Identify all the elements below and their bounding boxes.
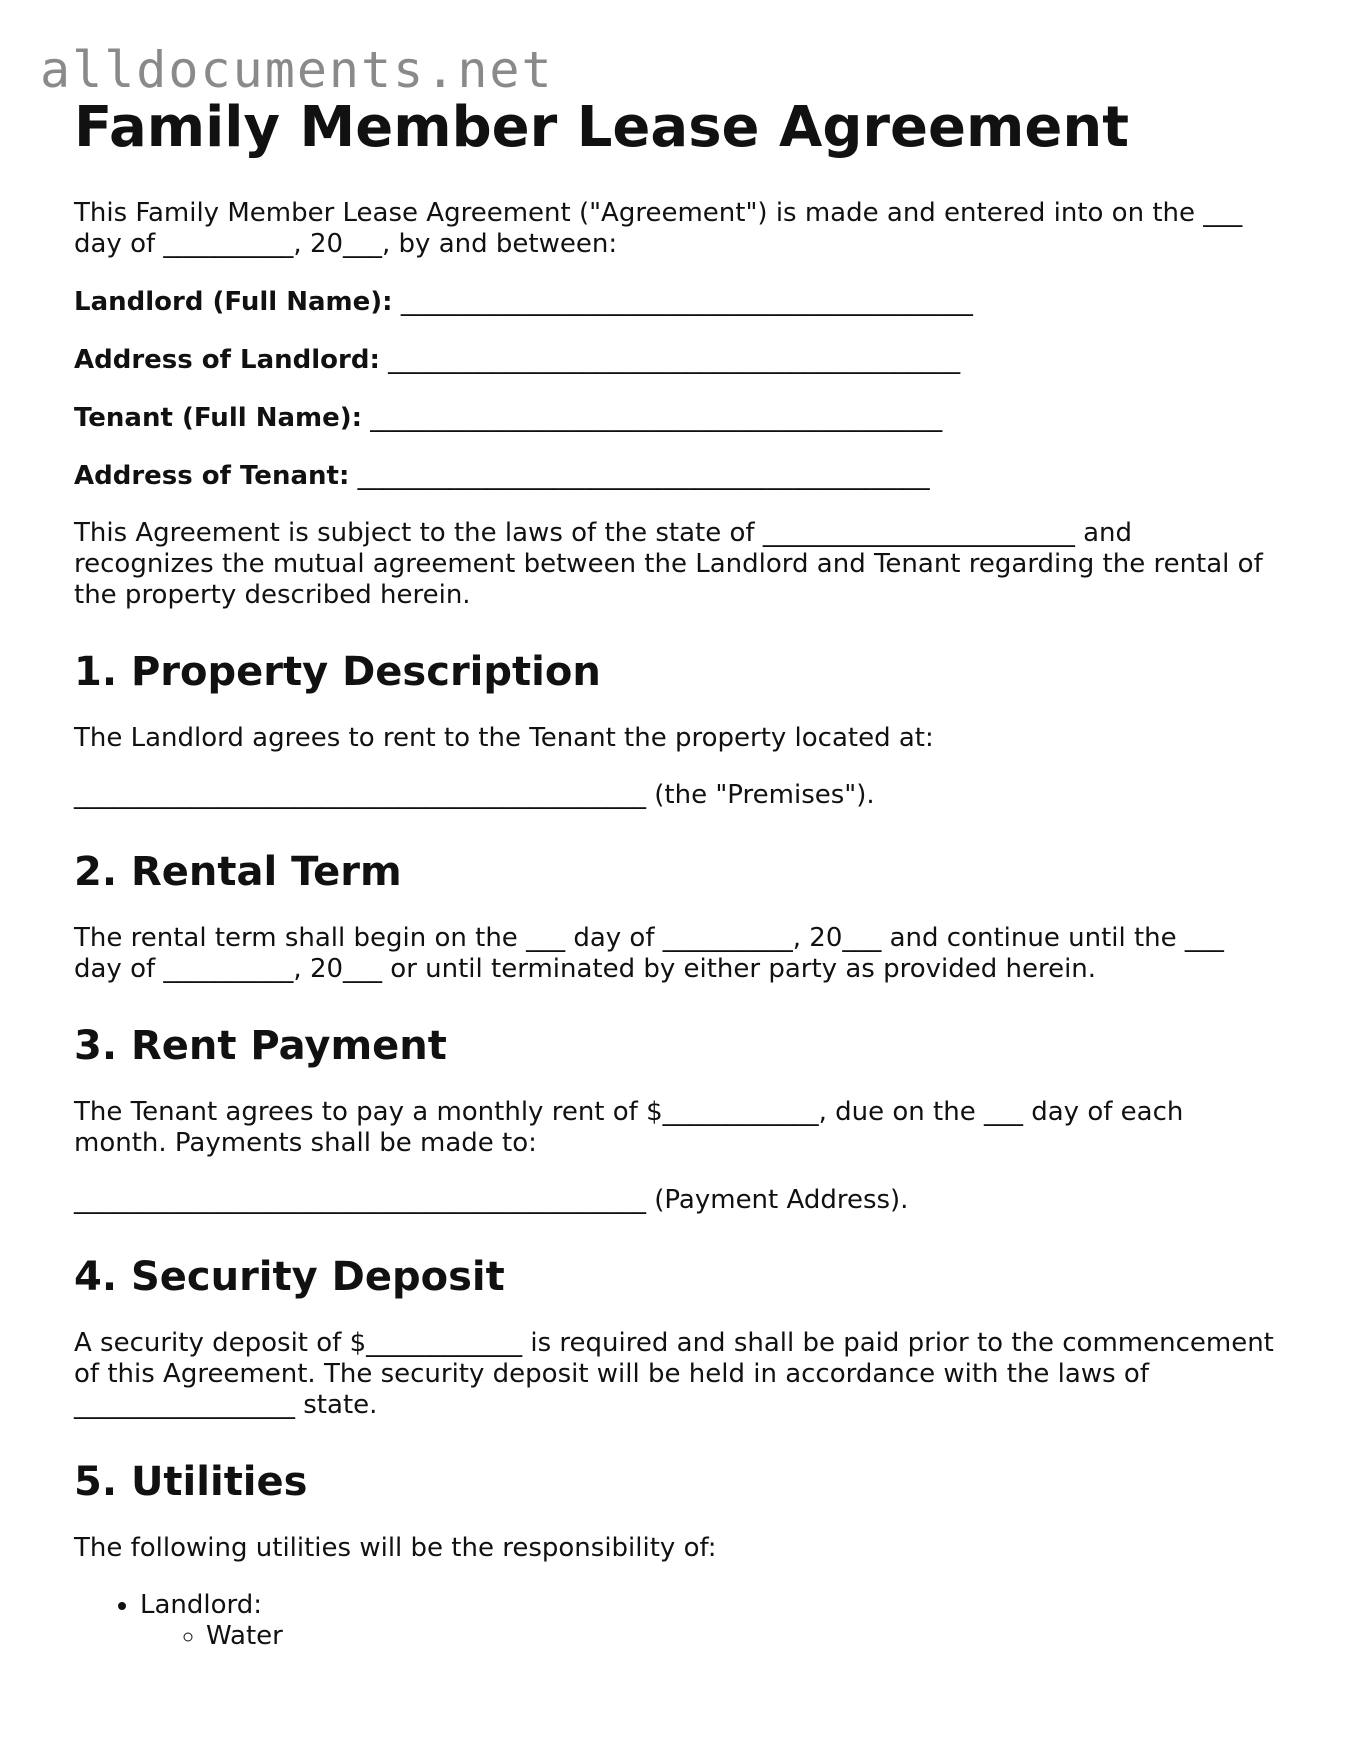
rent-payment-heading: 3. Rent Payment — [74, 1023, 447, 1069]
security-deposit-text: A security deposit of $____________ is required and shall be paid prior to the commencement of this Agreement. The security deposit will be held in accordance with the laws of _________________ state. — [74, 1328, 1274, 1420]
tenant-name-field — [74, 402, 1274, 434]
intro-paragraph: This Family Member Lease Agreement ("Agreement") is made and entered into on the ___ day of __________, 20___, by and between: — [74, 198, 1243, 259]
document-title: Family Member Lease Agreement — [74, 95, 1129, 160]
watermark: alldocuments.net — [40, 41, 554, 99]
field-label: Tenant (Full Name): — [74, 403, 363, 433]
utilities-text: The following utilities will be the responsibility of: — [74, 1533, 717, 1563]
property-description-text: The Landlord agrees to rent to the Tenant the property located at: — [74, 723, 934, 753]
rental-term-text: The rental term shall begin on the ___ day of __________, 20___ and continue until the ___ day of __________, 20___ or until terminated by either party as provided herein. — [74, 923, 1224, 984]
landlord-name-field — [74, 286, 1274, 318]
tenant-address-field — [74, 460, 1274, 492]
field-blank: ____________________________________________ — [370, 403, 943, 433]
utilities-party-label: Landlord: — [140, 1590, 263, 1620]
field-blank: ____________________________________________ — [357, 461, 930, 491]
rent-payment-text: The Tenant agrees to pay a monthly rent of $____________, due on the ___ day of each month. Payments shall be made to: — [74, 1097, 1184, 1158]
premises-blank-line: ____________________________________________ (the "Premises"). — [74, 780, 875, 810]
list-item: ◦ Water — [206, 1621, 1274, 1652]
utilities-sublist — [140, 1621, 1274, 1652]
rental-term-heading: 2. Rental Term — [74, 849, 402, 895]
utilities-heading: 5. Utilities — [74, 1459, 308, 1505]
governing-law-paragraph: This Agreement is subject to the laws of the state of ________________________ and recognizes the mutual agreement between the Landlord and Tenant regarding the rental of the property described herein. — [74, 518, 1263, 610]
field-label: Address of Landlord: — [74, 345, 380, 375]
field-label: Address of Tenant: — [74, 461, 350, 491]
utilities-list — [74, 1590, 1274, 1652]
field-label: Landlord (Full Name): — [74, 287, 393, 317]
field-blank: ____________________________________________ — [400, 287, 973, 317]
landlord-address-field — [74, 344, 1274, 376]
payment-address-blank-line: ____________________________________________ (Payment Address). — [74, 1185, 909, 1215]
field-blank: ____________________________________________ — [388, 345, 961, 375]
property-description-heading: 1. Property Description — [74, 649, 601, 695]
list-item — [140, 1590, 1274, 1652]
document-page — [74, 92, 1274, 1652]
security-deposit-heading: 4. Security Deposit — [74, 1254, 505, 1300]
